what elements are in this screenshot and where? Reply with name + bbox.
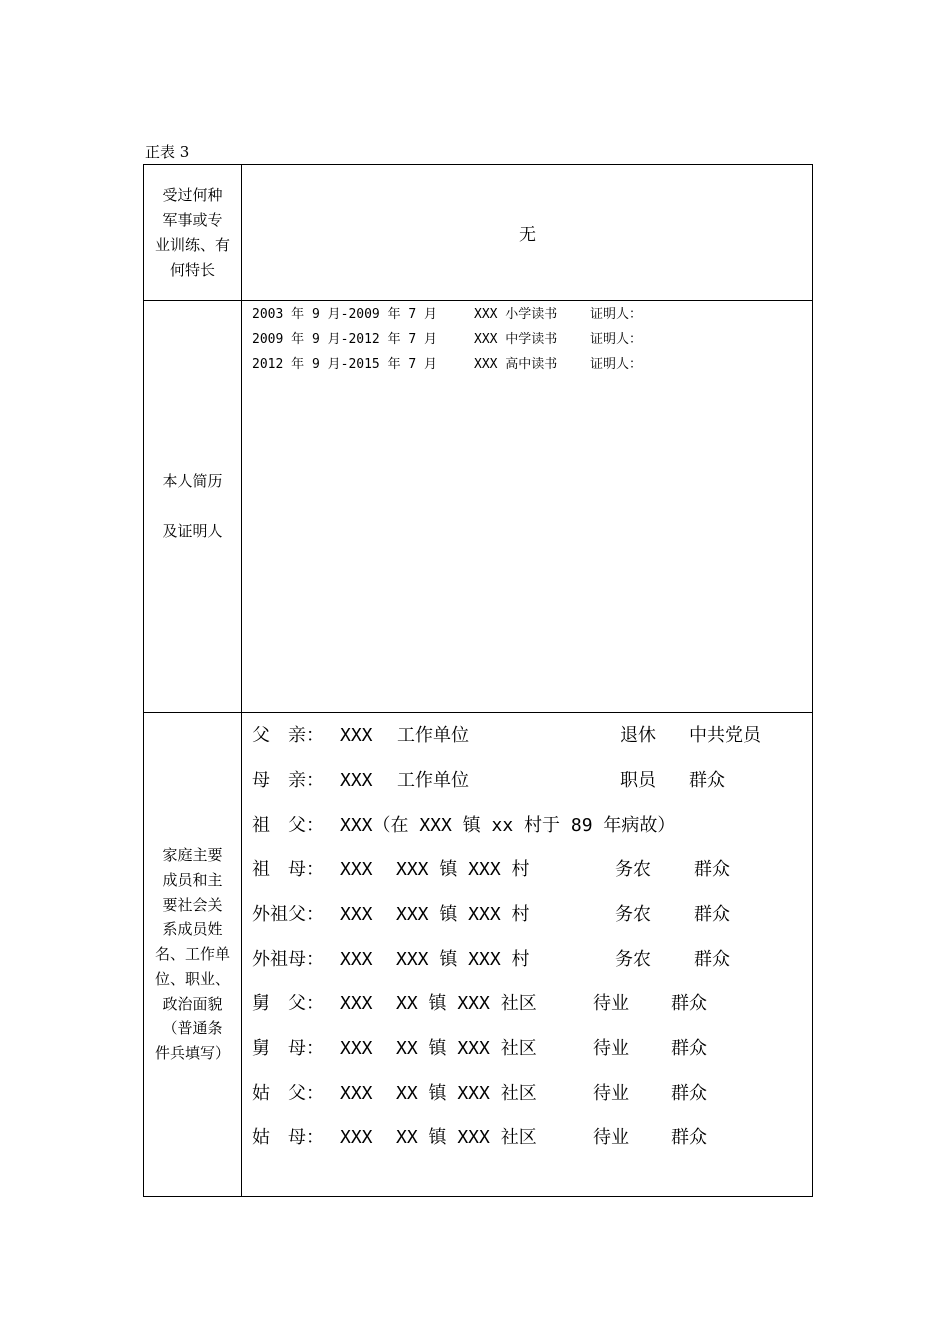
member-name: XXX（在 XXX 镇 xx 村于 89 年病故） bbox=[340, 815, 676, 836]
resume-period: 2012 年 9 月-2015 年 7 月 bbox=[252, 357, 438, 372]
family-label-cell bbox=[144, 713, 241, 1196]
resume-witness: 证明人： bbox=[590, 307, 643, 322]
member-occupation: 务农 bbox=[615, 904, 651, 925]
family-label-line: 政治面貌 bbox=[162, 994, 223, 1013]
member-political: 中共党员 bbox=[689, 725, 761, 746]
column-divider bbox=[241, 164, 242, 1197]
family-label-line: 要社会关 bbox=[162, 895, 223, 914]
resume-activity: XXX 中学读书 bbox=[474, 332, 558, 347]
member-workplace: XXX 镇 XXX 村 bbox=[396, 859, 530, 880]
member-relation: 姑 母： bbox=[252, 1127, 324, 1148]
member-name: XXX bbox=[340, 725, 373, 746]
resume-label-cell bbox=[144, 301, 241, 712]
family-label-line: （普通条 bbox=[162, 1019, 223, 1038]
resume-label-line: 及证明人 bbox=[162, 522, 223, 540]
member-name: XXX bbox=[340, 949, 373, 970]
row-divider-resume bbox=[143, 712, 813, 713]
row-divider-training bbox=[143, 300, 813, 301]
training-label-line: 军事或专 bbox=[162, 210, 223, 229]
member-workplace: 工作单位 bbox=[397, 725, 469, 746]
member-political: 群众 bbox=[694, 904, 730, 925]
member-name: XXX bbox=[340, 770, 373, 791]
member-name: XXX bbox=[340, 993, 373, 1014]
training-label-line: 受过何种 bbox=[162, 185, 223, 204]
member-occupation: 务农 bbox=[615, 949, 651, 970]
member-political: 群众 bbox=[671, 1083, 707, 1104]
member-occupation: 待业 bbox=[593, 993, 629, 1014]
member-relation: 姑 父： bbox=[252, 1083, 324, 1104]
family-label bbox=[155, 843, 230, 1065]
member-relation: 父 亲： bbox=[252, 725, 324, 746]
member-relation: 祖 母： bbox=[252, 859, 324, 880]
training-value: 无 bbox=[519, 225, 536, 245]
training-label-line: 何特长 bbox=[169, 260, 215, 279]
member-political: 群众 bbox=[689, 770, 725, 791]
member-occupation: 待业 bbox=[593, 1038, 629, 1059]
resume-period: 2009 年 9 月-2012 年 7 月 bbox=[252, 332, 438, 347]
member-relation: 外祖父： bbox=[252, 904, 324, 925]
resume-label bbox=[162, 469, 222, 544]
member-relation: 母 亲： bbox=[252, 770, 324, 791]
training-label-cell bbox=[144, 165, 241, 300]
member-name: XXX bbox=[340, 1038, 373, 1059]
member-occupation: 待业 bbox=[593, 1127, 629, 1148]
family-label-line: 件兵填写） bbox=[154, 1043, 230, 1062]
member-workplace: 工作单位 bbox=[397, 770, 469, 791]
member-workplace: XX 镇 XXX 社区 bbox=[396, 1083, 537, 1104]
member-political: 群众 bbox=[671, 1127, 707, 1148]
member-relation: 祖 父： bbox=[252, 815, 324, 836]
member-workplace: XX 镇 XXX 社区 bbox=[396, 993, 537, 1014]
member-name: XXX bbox=[340, 1083, 373, 1104]
member-occupation: 职员 bbox=[620, 770, 656, 791]
training-label bbox=[155, 183, 230, 283]
member-occupation: 待业 bbox=[593, 1083, 629, 1104]
resume-witness: 证明人： bbox=[590, 357, 643, 372]
member-political: 群众 bbox=[671, 993, 707, 1014]
member-occupation: 退休 bbox=[620, 725, 656, 746]
resume-witness: 证明人： bbox=[590, 332, 643, 347]
family-label-line: 名、工作单 bbox=[154, 945, 230, 964]
training-value-cell bbox=[242, 165, 813, 300]
member-name: XXX bbox=[340, 1127, 373, 1148]
member-political: 群众 bbox=[671, 1038, 707, 1059]
member-occupation: 务农 bbox=[615, 859, 651, 880]
family-label-line: 家庭主要 bbox=[162, 846, 223, 865]
member-relation: 舅 母： bbox=[252, 1038, 324, 1059]
member-workplace: XXX 镇 XXX 村 bbox=[396, 904, 530, 925]
member-relation: 舅 父： bbox=[252, 993, 324, 1014]
member-name: XXX bbox=[340, 859, 373, 880]
family-label-line: 系成员姓 bbox=[162, 920, 223, 939]
family-label-line: 位、职业、 bbox=[154, 969, 230, 988]
member-political: 群众 bbox=[694, 949, 730, 970]
family-label-line: 成员和主 bbox=[162, 871, 223, 890]
member-workplace: XX 镇 XXX 社区 bbox=[396, 1127, 537, 1148]
member-political: 群众 bbox=[694, 859, 730, 880]
training-label-line: 业训练、有 bbox=[154, 235, 230, 254]
resume-activity: XXX 小学读书 bbox=[474, 307, 558, 322]
member-workplace: XX 镇 XXX 社区 bbox=[396, 1038, 537, 1059]
resume-label-line: 本人简历 bbox=[162, 472, 223, 490]
member-relation: 外祖母： bbox=[252, 949, 324, 970]
table-caption: 正表 3 bbox=[145, 143, 190, 161]
member-name: XXX bbox=[340, 904, 373, 925]
member-workplace: XXX 镇 XXX 村 bbox=[396, 949, 530, 970]
resume-period: 2003 年 9 月-2009 年 7 月 bbox=[252, 307, 438, 322]
resume-activity: XXX 高中读书 bbox=[474, 357, 558, 372]
